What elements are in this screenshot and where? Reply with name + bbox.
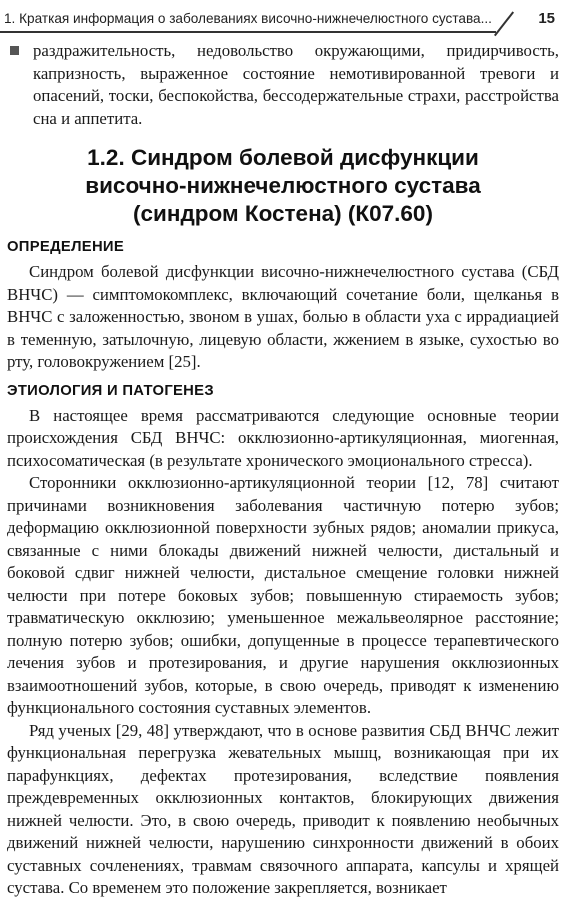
section-title-line: височно-нижнечелюстного сустава [85, 173, 481, 198]
square-bullet-icon [10, 46, 19, 55]
definition-paragraph: Синдром болевой дисфункции височно-нижнечелюстного сустава (СБД ВНЧС) — симптомокомплекс, включающий сочетание боли, щелканья в ВНЧС с заложенностью, звоном в ушах, болью в области уха с иррадиацией в теменную, затылочную, лицевую области, жжением в языке, сухостью во рту, головокружением [25]. [7, 262, 559, 371]
etiology-paragraph: В настоящее время рассматриваются следующие основные теории происхождения СБД ВНЧС: окклюзионно-артикуляционная, миогенная, психосоматическая (в результате хронического эмоционального стресса). [7, 405, 559, 470]
page-body [7, 40, 559, 900]
etiology-paragraph: Ряд ученых [29, 48] утверждают, что в основе развития СБД ВНЧС лежит функциональная перегрузка жевательных мышц, возникающая при их парафункциях, дефектах протезирования, вследствие появления преждевременных окклюзионных контактов, блокирующих движения нижней челюсти. Это, в свою очередь, приводит к появлению необычных движений нижней челюсти, нарушению синхронности движений в обоих суставных сочленениях, травмам связочного аппарата, капсулы и хрящей сустава. Со временем это положение закрепляется, возникает [7, 720, 559, 897]
etiology-heading: ЭТИОЛОГИЯ И ПАТОГЕНЕЗ [7, 382, 214, 399]
bullet-list-item [7, 40, 559, 130]
definition-heading: ОПРЕДЕЛЕНИЕ [7, 239, 125, 255]
section-title-line: (синдром Костена) (К07.60) [133, 201, 433, 226]
section-title-line: 1.2. Синдром болевой дисфункции [87, 145, 479, 170]
header-rule-corner [494, 11, 514, 36]
section-title [7, 144, 559, 228]
etiology-paragraph: Сторонники окклюзионно-артикуляционной теории [12, 78] считают причинами возникновения заболевания частичную потерю зубов; деформацию окклюзионной поверхности зубных рядов; аномалии прикуса, связанные с ними блокады движений нижней челюсти, дистальный и боковой сдвиг нижней челюсти, дистальное смещение головки нижней челюсти при потере боковых зубов; повышенную стираемость зубов; травматическую окклюзию; уменьшенное межальвеолярное расстояние; полную потерю зубов; ошибки, допущенные в процессе терапевтического лечения зубов и протезирования, и другие нарушения окклюзионных взаимоотношений зубов, которые, в свою очередь, приводят к изменению функционального состояния суставных элементов. [7, 473, 559, 717]
bullet-text: раздражительность, недовольство окружающими, придирчивость, капризность, выраженное состояние немотивированной тревоги и опасений, тоски, беспокойства, бессодержательные страхи, расстройства сна и аппетита. [33, 41, 559, 128]
running-head-title: 1. Краткая информация о заболеваниях височно-нижнечелюстного сустава... [4, 11, 492, 26]
page-number: 15 [538, 10, 555, 27]
header-rule [0, 31, 496, 33]
